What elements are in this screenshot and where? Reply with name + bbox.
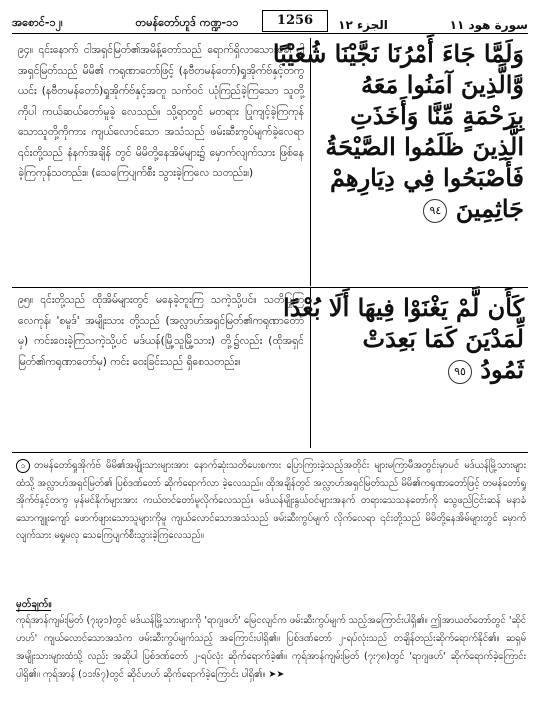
header-section: တမန်တော်ဟူဒ် ကဏ္ဍ-၁၁: [135, 16, 239, 29]
arabic-line-text: جَاثِمِينَ: [455, 194, 524, 223]
note-text: ကုရ်အာန်ကျမ်းမြတ် (၇း၉၁)တွင် မဒ်ယန်မြို့သားများကို 'ရာဂျဖဟ်' မြေငလျင်က ဖမ်းဆီးကွပ်မျက် သည့်အကြောင်းပါရှိ၏။ ဤအာယတ်တော်တွင် 'ဆိုင်ဟဟ်' ကျယ်လောင်သောအသံက ဖမ်းဆီးကွပ်မျက်သည့် အကြောင်းပါရှိ၏။ ပြစ်ဒဏ်တော် ၂-ရပ်လုံးသည် တချိန်တည်းဆိုက်ရောက်နိုင်၏။ ဆရှမ် အမျိုးသားများထံသို့ လည်း အဆိုပါ ပြစ်ဒဏ်တော် ၂-ရပ်လုံး ဆိုက်ရောက်ခဲ့၏။ ကုရ်အာန်ကျမ်းမြတ် (၇း၇၈)တွင် 'ရာဂျဖဟ်' ဆိုက်ရောက်ခဲ့ကြောင်း ပါရှိ၏။ ကုရ်အာန် (၁၁း၆၇)တွင် ဆိုင်ဟဟ် ဆိုက်ရောက်ခဲ့ကြောင်း ပါရှိ၏။: [16, 615, 526, 680]
verse-arabic: [283, 292, 524, 385]
arabic-line: وَلَمَّا جَاءَ أَمْرُنَا نَجَّيْنَا شُعَيْبًا: [272, 39, 524, 68]
note-label: မှတ်ချက်။: [16, 599, 52, 610]
verse-block-94: [12, 38, 528, 286]
verse-end-marker: ٩٤: [423, 199, 447, 223]
arabic-line: الَّذِينَ ظَلَمُوا الصَّيْحَةُ: [325, 132, 524, 161]
header-rule: [12, 33, 528, 34]
arabic-line: [318, 193, 524, 224]
page-number: 1256: [262, 10, 328, 32]
verse-arabic: [272, 38, 524, 224]
arabic-line: كَأَن لَّمْ يَغْنَوْا فِيهَا أَلَا بُعْدًا: [283, 293, 524, 322]
continue-arrow-icon: ➤➤: [268, 669, 285, 680]
footnote-marker: ၁: [16, 459, 30, 473]
verse-translation: ၉၅။ ၎င်းတို့သည် ထိုအိမ်များတွင် မနေခဲ့ဘူးကြ သကဲ့သို့ပင်။ သတိပြုကြလေကုန်၊ 'စမူဒ်' အမျိုးသား တို့သည် (အလ္လာဟ်အရှင်မြတ်၏ကရုဏာတော်မှ) ကင်းဝေးခဲ့ကြသကဲ့သို့ပင် မဒ်ယန်(မြို့သူမြို့သား) တို့၌လည်း (ထိုအရှင်မြတ်၏ကရုဏာတော်မှ) ကင်း ဝေးခြင်းသည် ရှိစေသတည်း။: [18, 294, 304, 368]
arabic-line: فَأَصْبَحُوا فِي دِيَارِهِمْ: [329, 163, 524, 192]
footnote-text: တမန်တော်ရှုအိုက်ဗ် မိမိ၏အမျိုးသားများအား နောက်ဆုံးသတိပေးစကား ပြောကြားခဲ့သည့်အတိုင်း များမကြာမီအတွင်းမှာပင် မဒ်ယန်မြို့သားများထံသို့ အလ္လာဟ်အရှင်မြတ်၏ ပြစ်ဒဏ်တော် ဆိုက်ရောက်လာ ခဲ့လေသည်။ ထိုအချိန်တွင် အလ္လာဟ်အရှင်မြတ်သည် မိမိ၏ကရုဏာတော်ဖြင့် တမန်တော်ရှုအိုက်ဗ်နှင့်တကွ မှန်မင်နိုက်များအား ကယ်တင်တော်မူလိုက်လေသည်။ မဒ်ယန်မျိုးနွယ်ဝင်များအနက် တရားသေသနတော်ကို သွေဖည်ငြင်းဆန် မနာခံသောကျူးကျော် ဖောက်ဖျားသောသူများကိုမူ ကျယ်လောင်သောအသံသည် ဖမ်းဆီးကွပ်မျက် လိုက်လေရာ ၎င်းတို့သည် မိမိတို့နေအိမ်များတွင် မှောက်လျက်သား မရှုမလှ သေကြေပျက်စီးသွားခဲ့ကြလေသည်။: [16, 460, 526, 541]
footnote: [16, 457, 526, 545]
verse-translation: ၉၄။ ၎င်းနောက် ငါအရှင်မြတ်၏အမိန့်တော်သည် ရောက်ရှိလာသောအခါ ငါအရှင်မြတ်သည် မိမိ၏ ကရုဏာတော်ဖြင့် (နဗီတမန်တော်)ရှုအိုက်ဗ်နှင့်တကွ ယင်း (နဗီတမန်တော်)ရှုအိုက်ဗ်နှင့်အတူ သက်ဝင် ယုံကြည်ခဲ့ကြသော သူတို့ကိုပါ ကယ်ဆယ်တော်မူခဲ့ လေသည်။ သို့ရာတွင် မတရား ပြုကျင့်ခဲ့ကြကုန် သောသူတို့ကိုကား ကျယ်လောင်သော အသံသည် ဖမ်းဆီးကွပ်မျက်ခဲ့လေရာ ၎င်းတို့သည် နံနက်အချိန် တွင် မိမိတို့နေအိမ်များ၌ မှောက်လျက်သား ဖြစ်နေ ခဲ့ကြကုန်သတည်း။ (သေကြေပျက်စီး သွားခဲ့ကြလေ သတည်း။): [18, 44, 304, 179]
header-surah: سورة هود ١١: [449, 18, 528, 32]
arabic-line: [318, 354, 524, 385]
note: [16, 612, 526, 684]
header-juz: الجزء ١٢: [338, 18, 388, 32]
verse-end-marker: ٩٥: [448, 360, 472, 384]
footnote-rule: [12, 452, 528, 453]
header-volume: အစောင်-၁၂၊: [12, 16, 63, 29]
verse-block-95: [12, 288, 528, 448]
column-divider: [310, 38, 311, 286]
arabic-line: بِرَحْمَةٍ مِّنَّا وَأَخَذَتِ: [350, 101, 524, 130]
arabic-line: لِّمَدْيَنَ كَمَا بَعِدَتْ: [362, 324, 524, 353]
arabic-line-text: ثَمُودُ: [480, 355, 524, 384]
arabic-line: وَّالَّذِينَ آمَنُوا مَعَهُ: [361, 70, 524, 99]
page-header: [12, 6, 528, 32]
